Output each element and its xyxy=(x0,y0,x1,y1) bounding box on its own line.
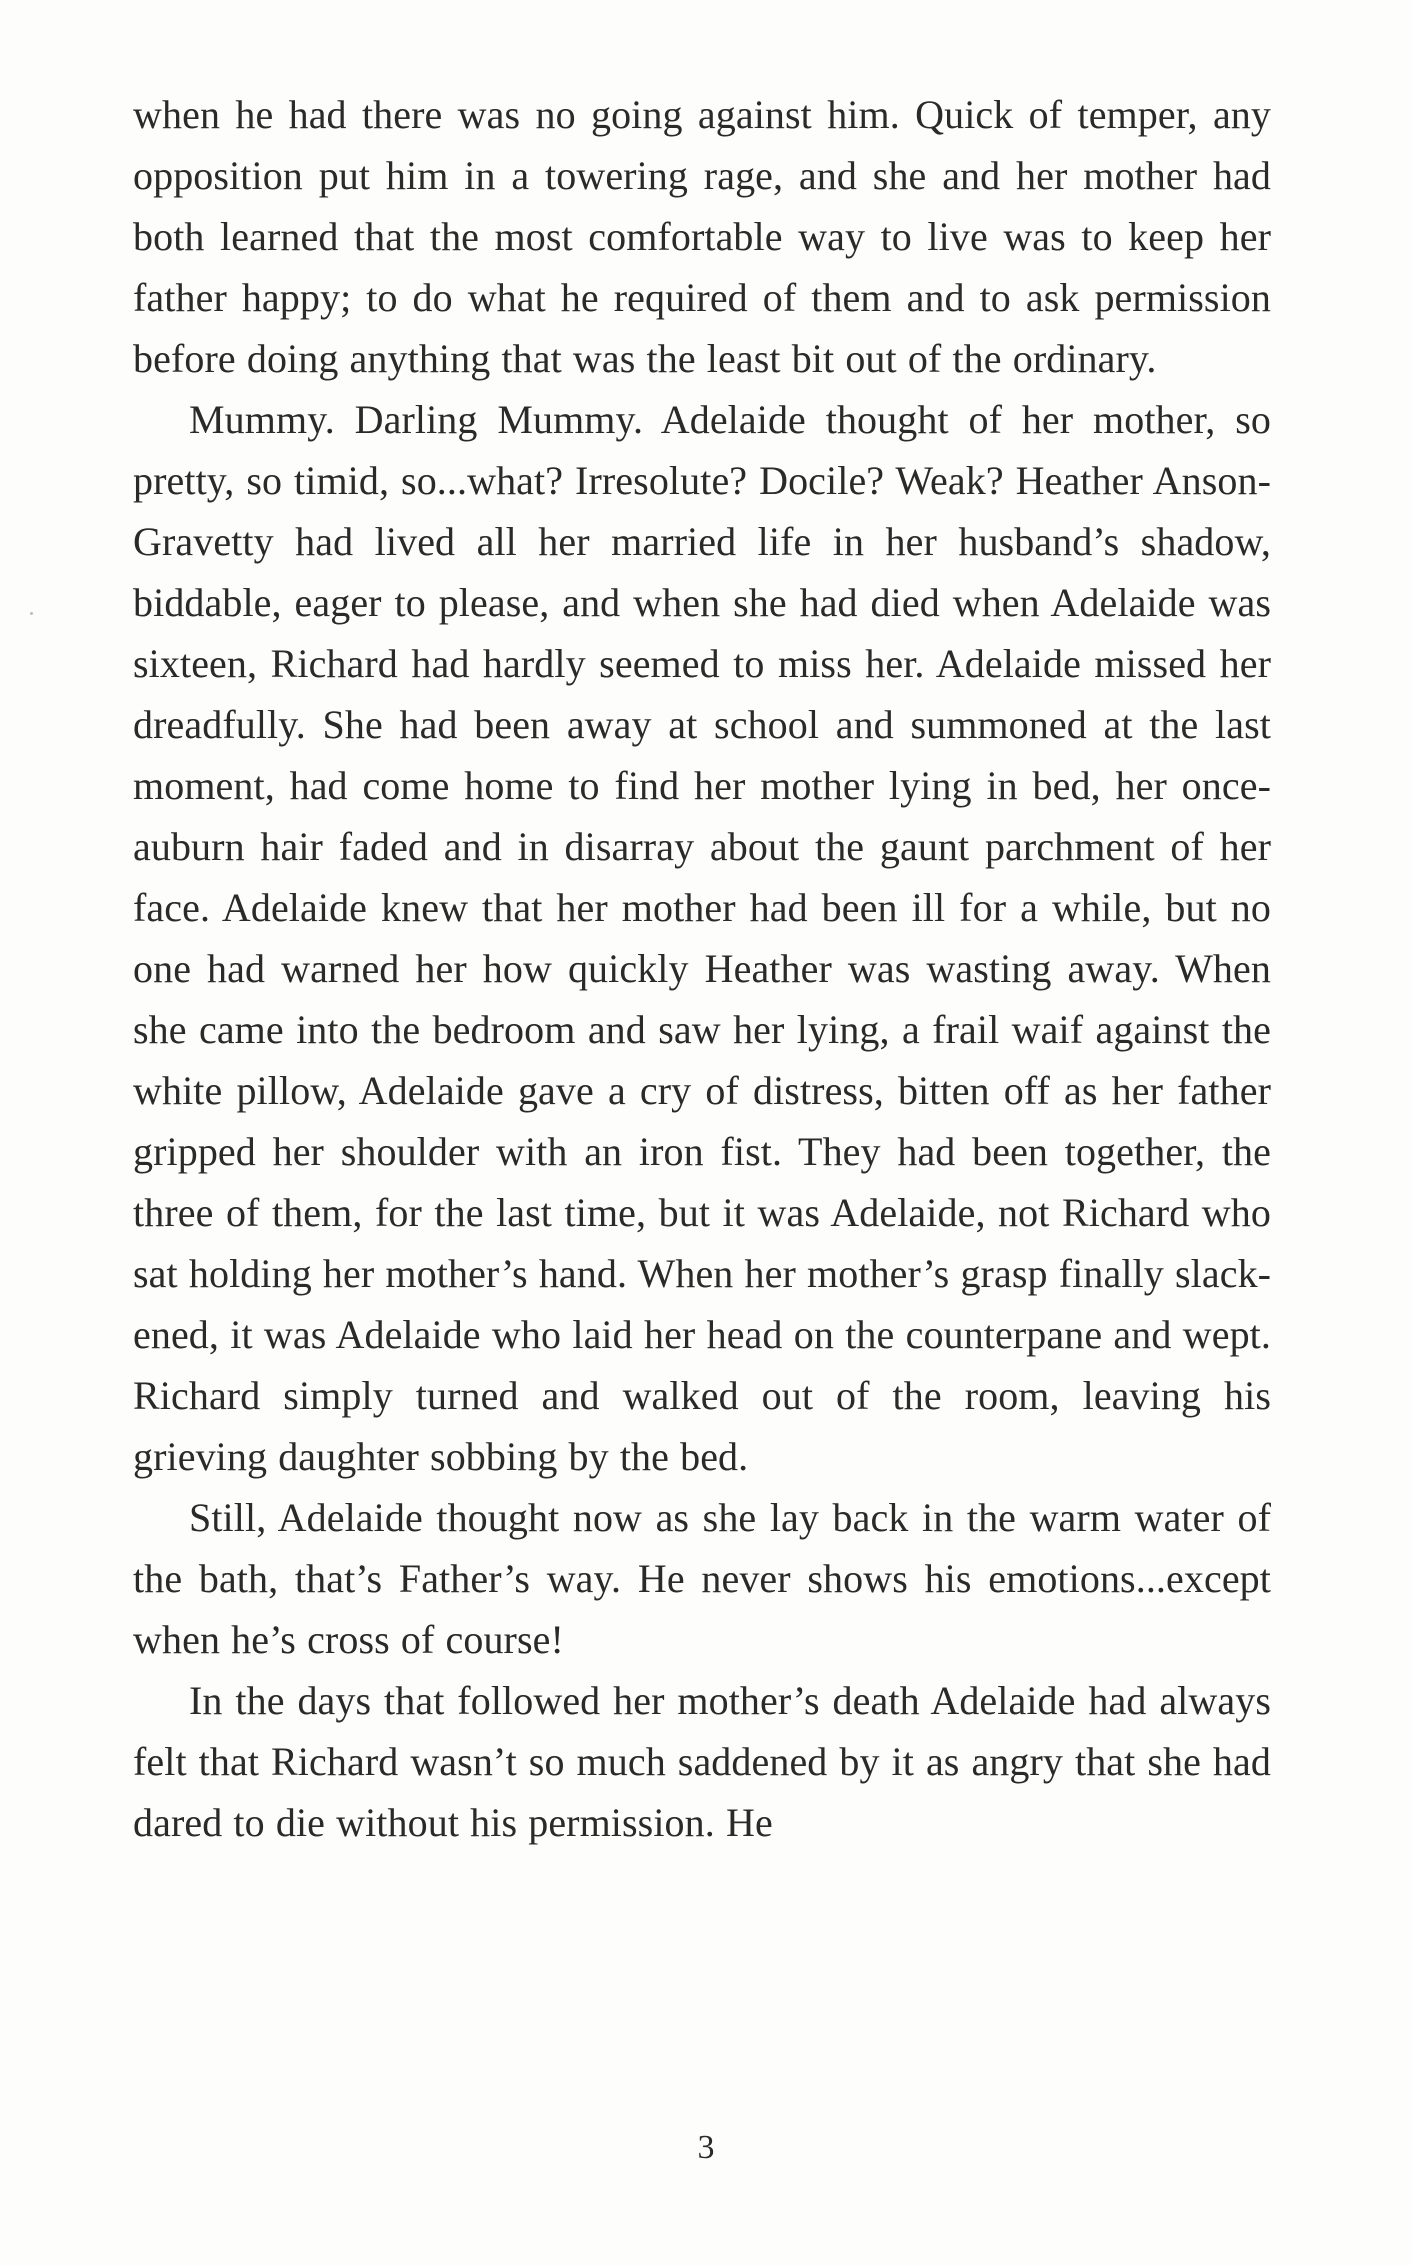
body-text xyxy=(133,84,1271,1853)
margin-speck xyxy=(30,612,33,615)
paragraph-1: when he had there was no going against him. Quick of temper, any opposition put him in a towering rage, and she and her mother had both learned that the most comfortable way to live was to keep her father happy; to do what he required of them and to ask permission before doing anything that was the least bit out of the ordinary. xyxy=(133,92,1271,381)
paragraph-2: Mummy. Darling Mummy. Adelaide thought of her mother, so pretty, so timid, so...what? Irresolute? Docile? Weak? Heather Anson-Gravetty had lived all her married life in her husband’s shadow, biddable, eager to please, and when she had died when Adelaide was sixteen, Richard had hardly seemed to miss her. Adelaide missed her dreadfully. She had been away at school and summoned at the last moment, had come home to find her mother lying in bed, her once-auburn hair faded and in disarray about the gaunt parchment of her face. Adelaide knew that her mother had been ill for a while, but no one had warned her how quickly Heather was wasting away. When she came into the bedroom and saw her lying, a frail waif against the white pillow, Adelaide gave a cry of distress, bitten off as her father gripped her shoulder with an iron fist. They had been together, the three of them, for the last time, but it was Adelaide, not Richard who sat holding her mother’s hand. When her mother’s grasp finally slackened, it was Adelaide who laid her head on the counterpane and wept. Richard simply turned and walked out of the room, leaving his grieving daughter sobbing by the bed. xyxy=(133,397,1271,1479)
paragraph-4: In the days that followed her mother’s death Adelaide had always felt that Richard wasn’t so much saddened by it as angry that she had dared to die without his permission. He xyxy=(133,1678,1271,1845)
paragraph-3: Still, Adelaide thought now as she lay back in the warm water of the bath, that’s Father’s way. He never shows his emotions...except when he’s cross of course! xyxy=(133,1495,1271,1662)
page-number: 3 xyxy=(697,2129,715,2166)
